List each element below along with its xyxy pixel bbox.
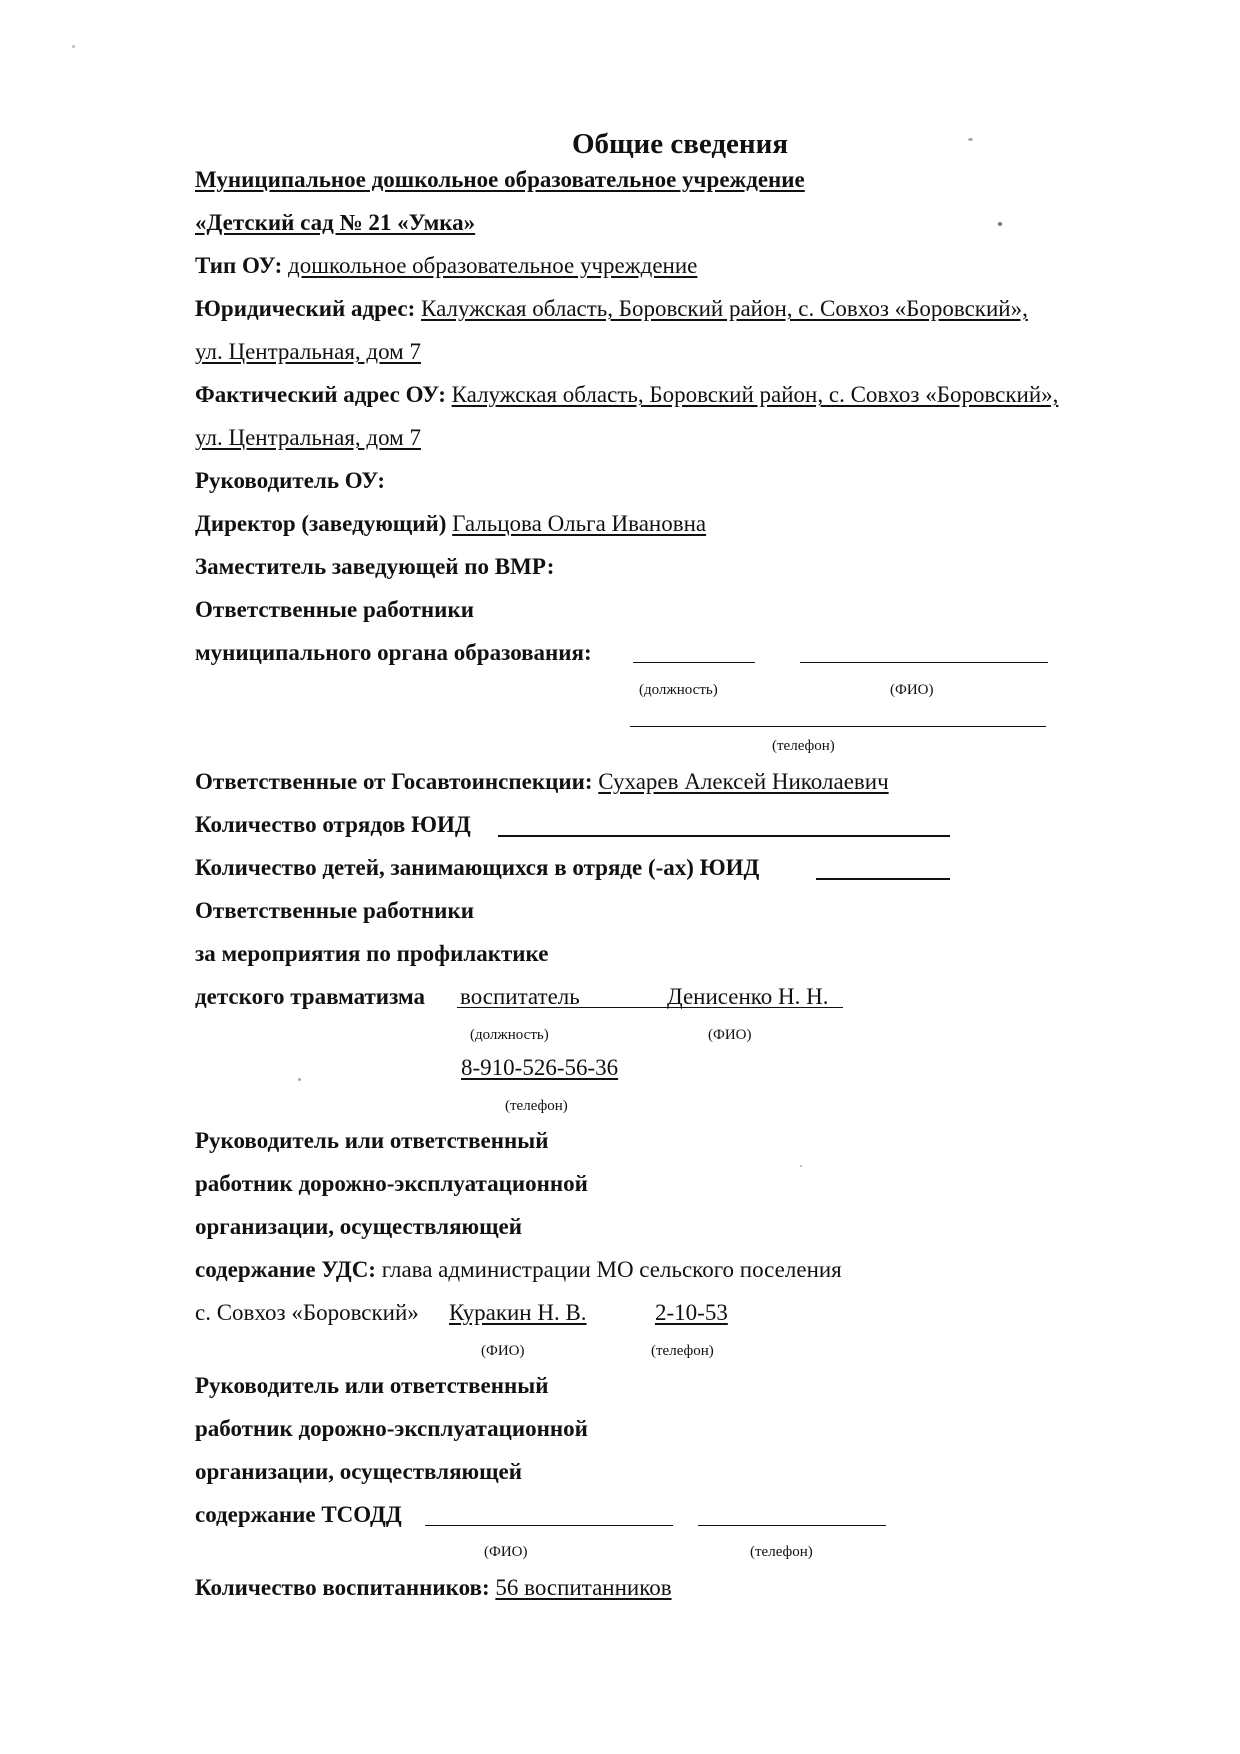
type-value: дошкольное образовательное учреждение — [288, 253, 698, 278]
injury-position-caption: (должность) — [470, 1027, 549, 1043]
injury-name-caption: (ФИО) — [708, 1027, 752, 1043]
uds-phone: 2-10-53 — [655, 1300, 728, 1325]
tsodd-name-caption: (ФИО) — [484, 1544, 528, 1560]
tsodd-label-4: содержание ТСОДД — [195, 1502, 402, 1527]
type-label: Тип ОУ: — [195, 253, 283, 278]
gai-row — [195, 768, 889, 796]
municipal-position-blank — [633, 662, 755, 663]
uds-name-caption: (ФИО) — [481, 1343, 525, 1359]
actual-address-label: Фактический адрес ОУ: — [195, 382, 446, 407]
director-value: Гальцова Ольга Ивановна — [452, 511, 707, 536]
tsodd-label-2: работник дорожно-эксплуатационной — [195, 1416, 588, 1441]
scan-speck — [72, 45, 75, 48]
scan-speck — [968, 138, 973, 141]
uds-phone-caption: (телефон) — [651, 1343, 714, 1359]
actual-address-row — [195, 381, 1058, 409]
injury-position: воспитатель — [460, 984, 580, 1009]
injury-label-1: Ответственные работники — [195, 898, 474, 923]
type-row — [195, 252, 697, 280]
uds-label-3: организации, осуществляющей — [195, 1214, 522, 1239]
uds-label-1: Руководитель или ответственный — [195, 1128, 549, 1153]
injury-phone: 8-910-526-56-36 — [461, 1055, 619, 1080]
director-label: Директор (заведующий) — [195, 511, 447, 536]
uds-place: с. Совхоз «Боровский» — [195, 1300, 419, 1325]
yuid-children-label: Количество детей, занимающихся в отряде (-ах) ЮИД — [195, 855, 760, 880]
injury-label-3: детского травматизма — [195, 984, 425, 1009]
head-label: Руководитель ОУ: — [195, 468, 385, 493]
legal-address-label: Юридический адрес: — [195, 296, 416, 321]
legal-address-row — [195, 295, 1028, 323]
org-name-line2: «Детский сад № 21 «Умка» — [195, 210, 476, 235]
uds-name: Куракин Н. В. — [449, 1300, 587, 1325]
tsodd-name-blank — [425, 1525, 673, 1526]
municipal-label-2: муниципального органа образования: — [195, 640, 592, 665]
pupils-row — [195, 1574, 672, 1602]
gai-value: Сухарев Алексей Николаевич — [598, 769, 889, 794]
injury-name: Денисенко Н. Н. — [667, 984, 829, 1009]
municipal-label-1: Ответственные работники — [195, 597, 474, 622]
scan-speck — [800, 1165, 802, 1167]
injury-phone-caption: (телефон) — [505, 1098, 568, 1114]
legal-address-value: Калужская область, Боровский район, с. Совхоз «Боровский», — [421, 296, 1028, 321]
municipal-name-blank — [800, 662, 1048, 663]
tsodd-phone-blank — [698, 1525, 886, 1526]
actual-address-value: Калужская область, Боровский район, с. Совхоз «Боровский», — [451, 382, 1059, 407]
pupils-value: 56 воспитанников — [495, 1575, 672, 1600]
director-row — [195, 510, 706, 538]
tsodd-label-1: Руководитель или ответственный — [195, 1373, 549, 1398]
legal-address-value-cont: ул. Центральная, дом 7 — [195, 339, 421, 364]
page-title: Общие сведения — [571, 128, 789, 160]
uds-label-2: работник дорожно-эксплуатационной — [195, 1171, 588, 1196]
actual-address-value-cont: ул. Центральная, дом 7 — [195, 425, 421, 450]
municipal-position-caption: (должность) — [639, 682, 718, 698]
scan-speck — [998, 222, 1002, 226]
municipal-name-caption: (ФИО) — [890, 682, 934, 698]
pupils-label: Количество воспитанников: — [195, 1575, 490, 1600]
org-name-line1: Муниципальное дошкольное образовательное учреждение — [195, 167, 805, 192]
gai-label: Ответственные от Госавтоинспекции: — [195, 769, 593, 794]
uds-label-4: содержание УДС: — [195, 1257, 376, 1282]
tsodd-phone-caption: (телефон) — [750, 1544, 813, 1560]
tsodd-label-3: организации, осуществляющей — [195, 1459, 522, 1484]
yuid-count-blank — [498, 835, 950, 837]
injury-label-2: за мероприятия по профилактике — [195, 941, 549, 966]
uds-row — [195, 1256, 842, 1284]
deputy-label: Заместитель заведующей по ВМР: — [195, 554, 555, 579]
scan-speck — [298, 1078, 301, 1081]
yuid-children-blank — [816, 878, 950, 880]
uds-value: глава администрации МО сельского поселения — [381, 1257, 842, 1282]
municipal-phone-caption: (телефон) — [772, 738, 835, 754]
municipal-phone-blank — [630, 726, 1046, 727]
yuid-count-label: Количество отрядов ЮИД — [195, 812, 471, 837]
